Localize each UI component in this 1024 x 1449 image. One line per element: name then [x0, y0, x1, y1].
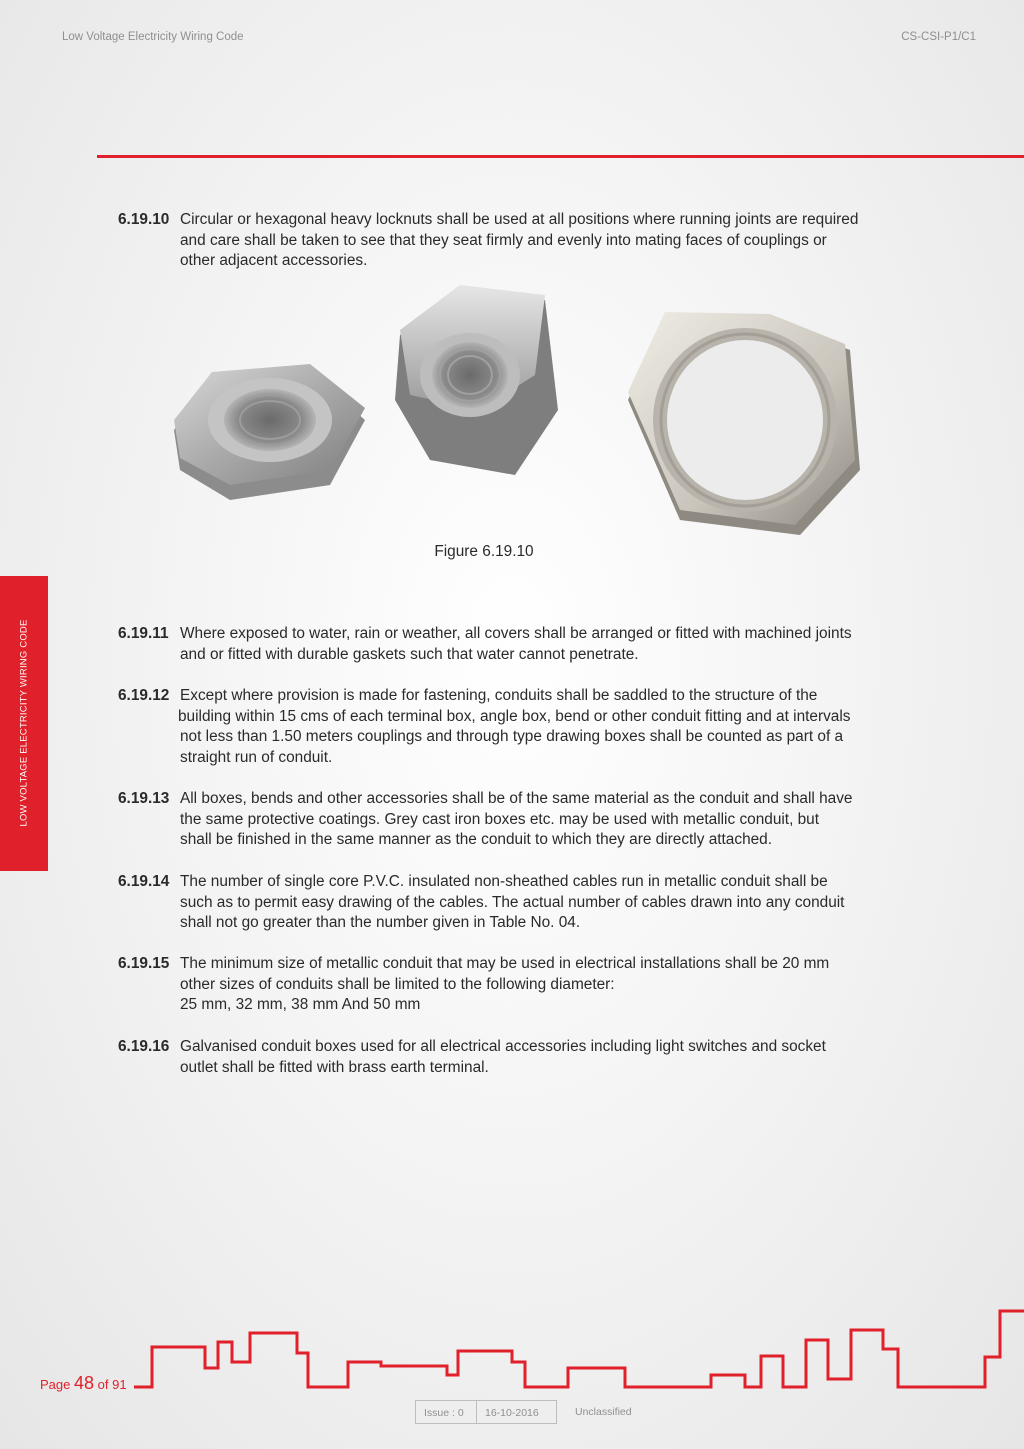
- clause-line: Except where provision is made for fastening, conduits shall be saddled to the structure of the: [180, 687, 818, 704]
- clause-number: 6.19.13: [118, 790, 170, 807]
- clause-line: Galvanised conduit boxes used for all electrical accessories including light switches and socket: [180, 1038, 826, 1055]
- clause-line: and care shall be taken to see that they seat firmly and evenly into mating faces of couplings or: [180, 231, 827, 249]
- clause-line: straight run of conduit.: [180, 748, 333, 766]
- header-divider: [97, 155, 1024, 158]
- clause-line: and or fitted with durable gaskets such that water cannot penetrate.: [180, 645, 639, 663]
- clause-line: other adjacent accessories.: [180, 252, 368, 270]
- clause-number: 6.19.12: [118, 687, 170, 704]
- clause-number: 6.19.15: [118, 955, 170, 972]
- clause-line: shall not go greater than the number given in Table No. 04.: [180, 914, 581, 932]
- clause-line: shall be finished in the same manner as the conduit to which they are directly attached.: [180, 831, 773, 849]
- header-doc-title: Low Voltage Electricity Wiring Code: [62, 31, 244, 43]
- clause-line: Where exposed to water, rain or weather, all covers shall be arranged or fitted with machined joints: [180, 625, 852, 642]
- clause-line: All boxes, bends and other accessories shall be of the same material as the conduit and shall have: [180, 790, 853, 807]
- figure-caption: Figure 6.19.10: [434, 543, 534, 560]
- clause-line: The minimum size of metallic conduit that may be used in electrical installations shall be 20 mm: [180, 955, 830, 972]
- clause-6-19-14: [118, 872, 938, 934]
- issue-box: Issue : 0: [415, 1400, 477, 1424]
- clause-line: building within 15 cms of each terminal box, angle box, bend or other conduit fitting and at intervals: [178, 707, 851, 725]
- clause-6-19-13: [118, 789, 938, 851]
- clause-line: Circular or hexagonal heavy locknuts shall be used at all positions where running joints are required: [180, 211, 859, 228]
- clause-line: other sizes of conduits shall be limited to the following diameter:: [180, 975, 615, 993]
- skyline-decoration: [0, 1290, 1024, 1400]
- clause-6-19-10: [118, 210, 938, 272]
- page-number: [40, 1373, 127, 1394]
- classification: Unclassified: [575, 1406, 632, 1418]
- locknuts-figure: [160, 280, 950, 545]
- clause-line: the same protective coatings. Grey cast iron boxes etc. may be used with metallic conduit, but: [180, 810, 820, 828]
- clause-line: such as to permit easy drawing of the cables. The actual number of cables drawn into any conduit: [180, 893, 845, 911]
- side-tab: [0, 576, 48, 871]
- page-prefix: Page: [40, 1377, 71, 1392]
- locknut-2: [395, 285, 558, 475]
- clause-number: 6.19.11: [118, 625, 169, 642]
- clause-6-19-16: [118, 1037, 938, 1078]
- locknut-3: [628, 312, 860, 535]
- header-doc-code: CS-CSI-P1/C1: [901, 31, 976, 43]
- locknut-1: [174, 364, 365, 500]
- date-box: 16-10-2016: [477, 1400, 557, 1424]
- clause-6-19-11: [118, 624, 938, 665]
- page-current: 48: [74, 1373, 95, 1393]
- clause-number: 6.19.16: [118, 1038, 170, 1055]
- page-total: of 91: [97, 1377, 127, 1392]
- clause-6-19-12: [118, 686, 938, 768]
- clause-number: 6.19.14: [118, 873, 170, 890]
- side-tab-label: LOW VOLTAGE ELECTRICITY WIRING CODE: [18, 619, 30, 827]
- clause-line: outlet shall be fitted with brass earth terminal.: [180, 1058, 489, 1076]
- clause-6-19-15: [118, 954, 938, 1016]
- clause-number: 6.19.10: [118, 211, 170, 228]
- clause-line: not less than 1.50 meters couplings and through type drawing boxes shall be counted as part of a: [180, 728, 844, 746]
- clause-line: The number of single core P.V.C. insulated non-sheathed cables run in metallic conduit shall be: [180, 873, 828, 890]
- clause-line: 25 mm, 32 mm, 38 mm And 50 mm: [180, 996, 421, 1014]
